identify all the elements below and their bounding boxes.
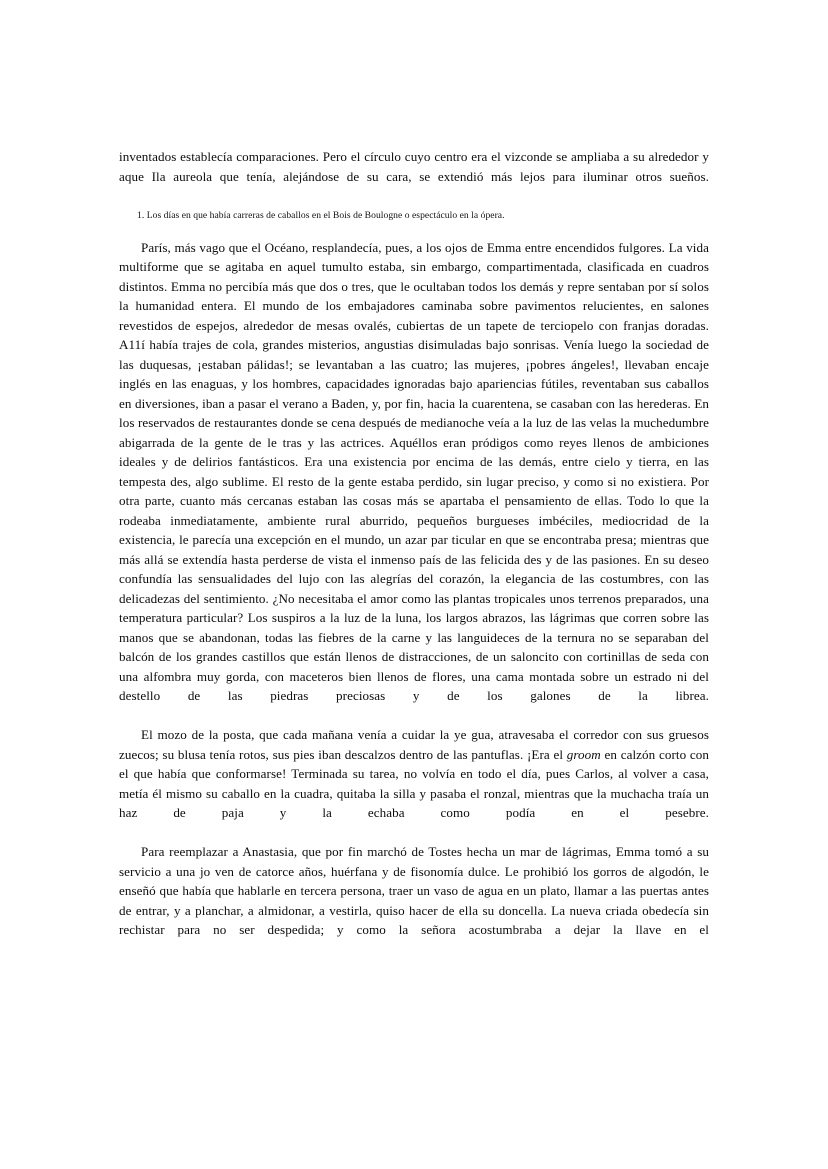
italic-word-groom: groom	[566, 746, 601, 762]
paragraph-paris: París, más vago que el Océano, resplandecía, pues, a los ojos de Emma entre encendidos fulgores. La vida multiforme que se agitaba en aquel tumulto estaba, sin embargo, compartimentada, clasificada en cuadros distintos. Emma no percibía más que dos o tres, que le ocultaban todos los demás y repre sentaban por sí solos la humanidad entera. El mundo de los embajadores caminaba sobre pavimentos relucientes, en salones revestidos de espejos, alrededor de mesas ovalés, cubiertas de un tapete de terciopelo con franjas doradas. A11í había trajes de cola, grandes misterios, angustias disimuladas bajo sonrisas. Venía luego la sociedad de las duquesas, ¡estaban pálidas!; se levantaban a las cuatro; las mujeres, ¡pobres ángeles!, llevaban encaje inglés en las enaguas, y los hombres, capacidades ignoradas bajo apariencias fútiles, reventaban sus caballos en diversiones, iban a pasar el verano a Baden, y, por fin, hacia la cuarentena, se casaban con las herederas. En los reservados de restaurantes donde se cena después de medianoche veía a la luz de las velas la muchedumbre abigarrada de la gente de le tras y las actrices. Aquéllos eran pródigos como reyes llenos de ambiciones ideales y de delirios fantásticos. Era una existencia por encima de las demás, entre cielo y tierra, en las tempesta des, algo sublime. El resto de la gente estaba perdido, sin lugar preciso, y como si no existiera. Por otra parte, cuanto más cercanas estaban las cosas más se apartaba el pensamiento de ellas. Todo lo que la rodeaba inmediatamente, ambiente rural aburrido, pequeños burgueses imbéciles, mediocridad de la existencia, le parecía una excepción en el mundo, un azar par ticular en que se encontraba presa; mientras que más allá se extendía hasta perderse de vista el inmenso país de las felicida des y de las pasiones. En su deseo confundía las sensualidades del lujo con las alegrías del corazón, la elegancia de las costumbres, con las delicadezas del sentimiento. ¿No necesitaba el amor como las plantas tropicales unos terrenos preparados, una temperatura particular? Los suspiros a la luz de la luna, los largos abrazos, las lágrimas que corren sobre las manos que se abandonan, todas las fiebres de la carne y las languideces de la ternura no se separaban del balcón de los grandes castillos que están llenos de distracciones, de un saloncito con cortinillas de seda con una alfombra muy gorda, con maceteros bien llenos de flores, una cama montada sobre un estrado ni del destello de las piedras preciosas y de los galones de la librea.	[119, 239, 709, 703]
paragraph-mozo-de-la-posta	[119, 725, 709, 842]
footnote-1: 1. Los días en que había carreras de caballos en el Bois de Boulogne o espectáculo en la ópera.	[137, 209, 505, 221]
paragraph-mozo-text-after-italic: en calzón corto con el que había que conformarse! Terminada su tarea, no volvía en todo el día, pues Carlos, al volver a casa, metía él mismo su caballo en la cuadra, quitaba la silla y pasaba el ronzal, mientras que la muchacha traía un haz de paja y la echaba como podía en el pesebre.	[119, 746, 709, 820]
text-column	[119, 147, 709, 959]
footnote-spacer	[119, 223, 709, 238]
paragraph-mozo-text-before-italic: El mozo de la posta, que cada mañana venía a cuidar la ye gua, atravesaba el corredor con sus gruesos zuecos; su blusa tenía rotos, sus pies iban descalzos dentro de las pantuflas. ¡Era el	[119, 727, 709, 762]
paragraph-opening-fragment: inventados establecía comparaciones. Pero el círculo cuyo centro era el vizconde se ampliaba a su alrededor y aque Ila aureola que tenía, alejándose de su cara, se extendió más lejos para iluminar otros sueños.	[119, 149, 709, 184]
paragraph-anastasia: Para reemplazar a Anastasia, que por fin marchó de Tostes hecha un mar de lágrimas, Emma tomó a su servicio a una jo ven de catorce años, huérfana y de fisonomía dulce. Le prohibió los gorros de algodón, le enseñó que había que hablarle en tercera persona, traer un vaso de agua en un plato, llamar a las puertas antes de entrar, y a planchar, a almidonar, a vestirla, quiso hacer de ella su doncella. La nueva criada obedecía sin rechistar para no ser despedida; y como la señora acostumbraba a dejar la llave en el	[119, 844, 709, 937]
